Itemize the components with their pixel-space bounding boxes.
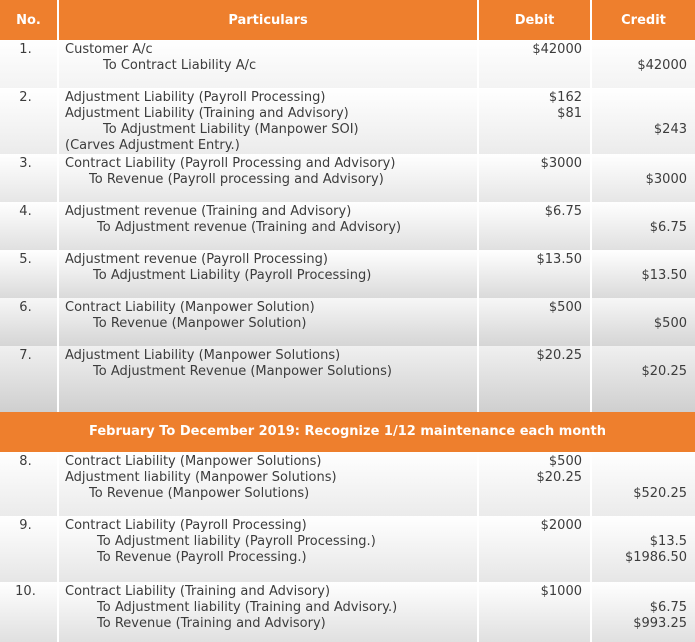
entry-credit: [590, 298, 695, 346]
debit-amount: $81: [557, 106, 582, 121]
entry-number: 2.: [0, 88, 57, 154]
entry-credit: [590, 88, 695, 154]
particular-line: To Contract Liability A/c: [103, 58, 257, 73]
credit-amount: $500: [653, 316, 687, 331]
credit-amount: $1986.50: [624, 550, 687, 565]
particular-line: To Revenue (Payroll Processing.): [97, 550, 307, 565]
particular-line: Contract Liability (Manpower Solutions): [65, 454, 322, 469]
entry-debit: [477, 40, 590, 88]
credit-amount: $13.50: [641, 268, 687, 283]
table-row: [0, 202, 695, 250]
particular-line: Adjustment revenue (Training and Advisory): [65, 204, 352, 219]
particular-line: Contract Liability (Manpower Solution): [65, 300, 315, 315]
entry-credit: [590, 582, 695, 642]
debit-amount: $162: [548, 90, 582, 105]
credit-amount: $13.5: [649, 534, 687, 549]
entry-particulars: [57, 154, 477, 202]
entry-particulars: [57, 346, 477, 412]
entry-credit: [590, 154, 695, 202]
entry-debit: [477, 298, 590, 346]
entry-particulars: [57, 88, 477, 154]
credit-amount: $243: [653, 122, 687, 137]
entry-debit: [477, 346, 590, 412]
entry-particulars: [57, 202, 477, 250]
particular-line: To Adjustment Revenue (Manpower Solutions): [93, 364, 392, 379]
particular-line: To Adjustment Liability (Payroll Processing): [93, 268, 372, 283]
credit-amount: $520.25: [633, 486, 687, 501]
table-row: [0, 582, 695, 642]
table-row: [0, 40, 695, 88]
entry-number: 6.: [0, 298, 57, 346]
entry-number: 10.: [0, 582, 57, 642]
particular-line: Contract Liability (Payroll Processing): [65, 518, 307, 533]
section-banner: February To December 2019: Recognize 1/12 maintenance each month: [0, 412, 695, 452]
particular-line: Contract Liability (Payroll Processing and Advisory): [65, 156, 396, 171]
header-debit: Debit: [477, 0, 590, 40]
entry-credit: [590, 452, 695, 516]
entry-debit: [477, 516, 590, 582]
entry-credit: [590, 250, 695, 298]
particular-line: To Adjustment revenue (Training and Advisory): [97, 220, 402, 235]
entry-number: 4.: [0, 202, 57, 250]
particular-line: Adjustment revenue (Payroll Processing): [65, 252, 328, 267]
particular-line: To Adjustment Liability (Manpower SOI): [103, 122, 359, 137]
particular-line: Contract Liability (Training and Advisory): [65, 584, 331, 599]
entry-credit: [590, 516, 695, 582]
entry-particulars: [57, 582, 477, 642]
particular-line: Adjustment Liability (Payroll Processing): [65, 90, 326, 105]
entry-credit: [590, 202, 695, 250]
particular-line: To Revenue (Manpower Solutions): [89, 486, 310, 501]
entry-number: 7.: [0, 346, 57, 412]
entry-number: 9.: [0, 516, 57, 582]
particular-line: (Carves Adjustment Entry.): [65, 138, 240, 153]
entry-credit: [590, 346, 695, 412]
particular-line: To Revenue (Payroll processing and Advisory): [89, 172, 384, 187]
debit-amount: $20.25: [536, 470, 582, 485]
header-no: No.: [0, 0, 57, 40]
debit-amount: $500: [548, 300, 582, 315]
debit-amount: $500: [548, 454, 582, 469]
particular-line: Adjustment liability (Manpower Solutions): [65, 470, 337, 485]
table-row: [0, 516, 695, 582]
particular-line: Adjustment Liability (Manpower Solutions): [65, 348, 341, 363]
credit-amount: $6.75: [649, 600, 687, 615]
table-header-row: [0, 0, 695, 40]
entry-number: 1.: [0, 40, 57, 88]
particular-line: To Revenue (Training and Advisory): [97, 616, 326, 631]
credit-amount: $20.25: [641, 364, 687, 379]
entry-debit: [477, 154, 590, 202]
credit-amount: $6.75: [649, 220, 687, 235]
debit-amount: $2000: [540, 518, 582, 533]
table-row: [0, 88, 695, 154]
section-banner-row: [0, 412, 695, 452]
credit-amount: $42000: [637, 58, 687, 73]
entry-debit: [477, 88, 590, 154]
particular-line: To Adjustment liability (Training and Advisory.): [97, 600, 398, 615]
header-credit: Credit: [590, 0, 695, 40]
table-row: [0, 154, 695, 202]
table-row: [0, 452, 695, 516]
particular-line: Customer A/c: [65, 42, 153, 57]
debit-amount: $20.25: [536, 348, 582, 363]
entry-number: 5.: [0, 250, 57, 298]
credit-amount: $3000: [645, 172, 687, 187]
entry-debit: [477, 250, 590, 298]
entry-debit: [477, 582, 590, 642]
header-particulars: Particulars: [57, 0, 477, 40]
debit-amount: $3000: [540, 156, 582, 171]
table-row: [0, 346, 695, 412]
entry-particulars: [57, 452, 477, 516]
debit-amount: $1000: [540, 584, 582, 599]
particular-line: To Revenue (Manpower Solution): [93, 316, 307, 331]
entry-credit: [590, 40, 695, 88]
entry-particulars: [57, 250, 477, 298]
entry-particulars: [57, 298, 477, 346]
entry-debit: [477, 202, 590, 250]
table-row: [0, 250, 695, 298]
table-row: [0, 298, 695, 346]
debit-amount: $42000: [532, 42, 582, 57]
entry-particulars: [57, 40, 477, 88]
entry-number: 8.: [0, 452, 57, 516]
entry-particulars: [57, 516, 477, 582]
particular-line: Adjustment Liability (Training and Advisory): [65, 106, 349, 121]
debit-amount: $6.75: [544, 204, 582, 219]
entry-debit: [477, 452, 590, 516]
credit-amount: $993.25: [633, 616, 687, 631]
entry-number: 3.: [0, 154, 57, 202]
debit-amount: $13.50: [536, 252, 582, 267]
particular-line: To Adjustment liability (Payroll Processing.): [97, 534, 376, 549]
